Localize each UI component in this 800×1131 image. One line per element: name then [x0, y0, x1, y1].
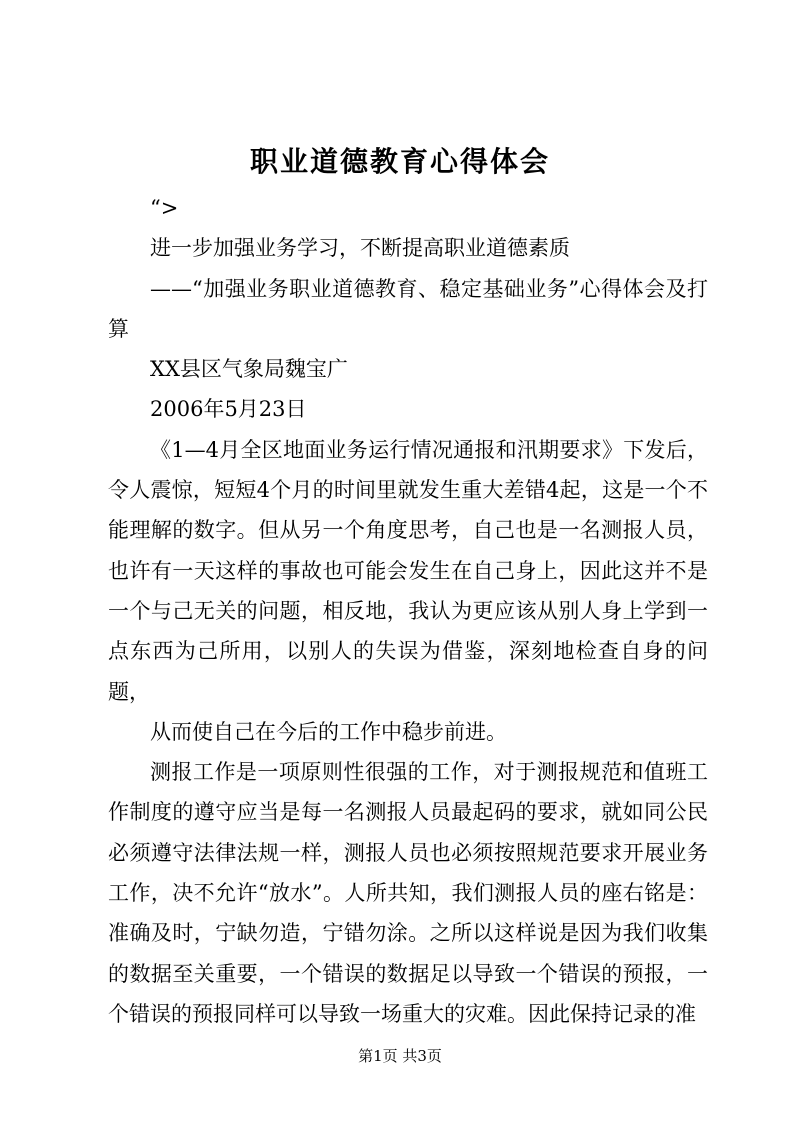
paragraph-date: 2006年5月23日	[150, 397, 307, 422]
document-body	[108, 188, 708, 1034]
paragraph-body-3: 测报工作是一项原则性很强的工作，对于测报规范和值班工作制度的遵守应当是每一名测报人员最起码的要求，就如同公民必须遵守法律法规一样，测报人员也必须按照规范要求开展业务工作，决不允许“放水”。人所共知，我们测报人员的座右铭是：准确及时，宁缺勿造，宁错勿涂。之所以这样说是因为我们收集的数据至关重要，一个错误的数据足以导致一个错误的预报，一个错误的预报同样可以导致一场重大的灾难。因此保持记录的准	[108, 760, 708, 1026]
paragraph-subheading: ——“加强业务职业道德教育、稳定基础业务”心得体会及打算	[108, 276, 708, 341]
paragraph-body-1: 《1—4月全区地面业务运行情况通报和汛期要求》下发后，令人震惊，短短4个月的时间里就发生重大差错4起，这是一个不能理解的数字。但从另一个角度思考，自己也是一名测报人员，也许有一天这样的事故也可能会发生在自己身上，因此这并不是一个与己无关的问题，相反地，我认为更应该从别人身上学到一点东西为己所用，以别人的失误为借鉴，深刻地检查自身的问题，	[108, 437, 708, 704]
paragraph-author: XX县区气象局魏宝广	[150, 357, 348, 382]
paragraph-subtitle: 进一步加强业务学习，不断提高职业道德素质	[150, 236, 570, 261]
document-title: 职业道德教育心得体会	[249, 145, 550, 178]
paragraph-body-2: 从而使自己在今后的工作中稳步前进。	[150, 719, 507, 744]
paragraph-quote-mark: “>	[150, 196, 179, 220]
page-footer: 第1页 共3页	[358, 1047, 442, 1065]
